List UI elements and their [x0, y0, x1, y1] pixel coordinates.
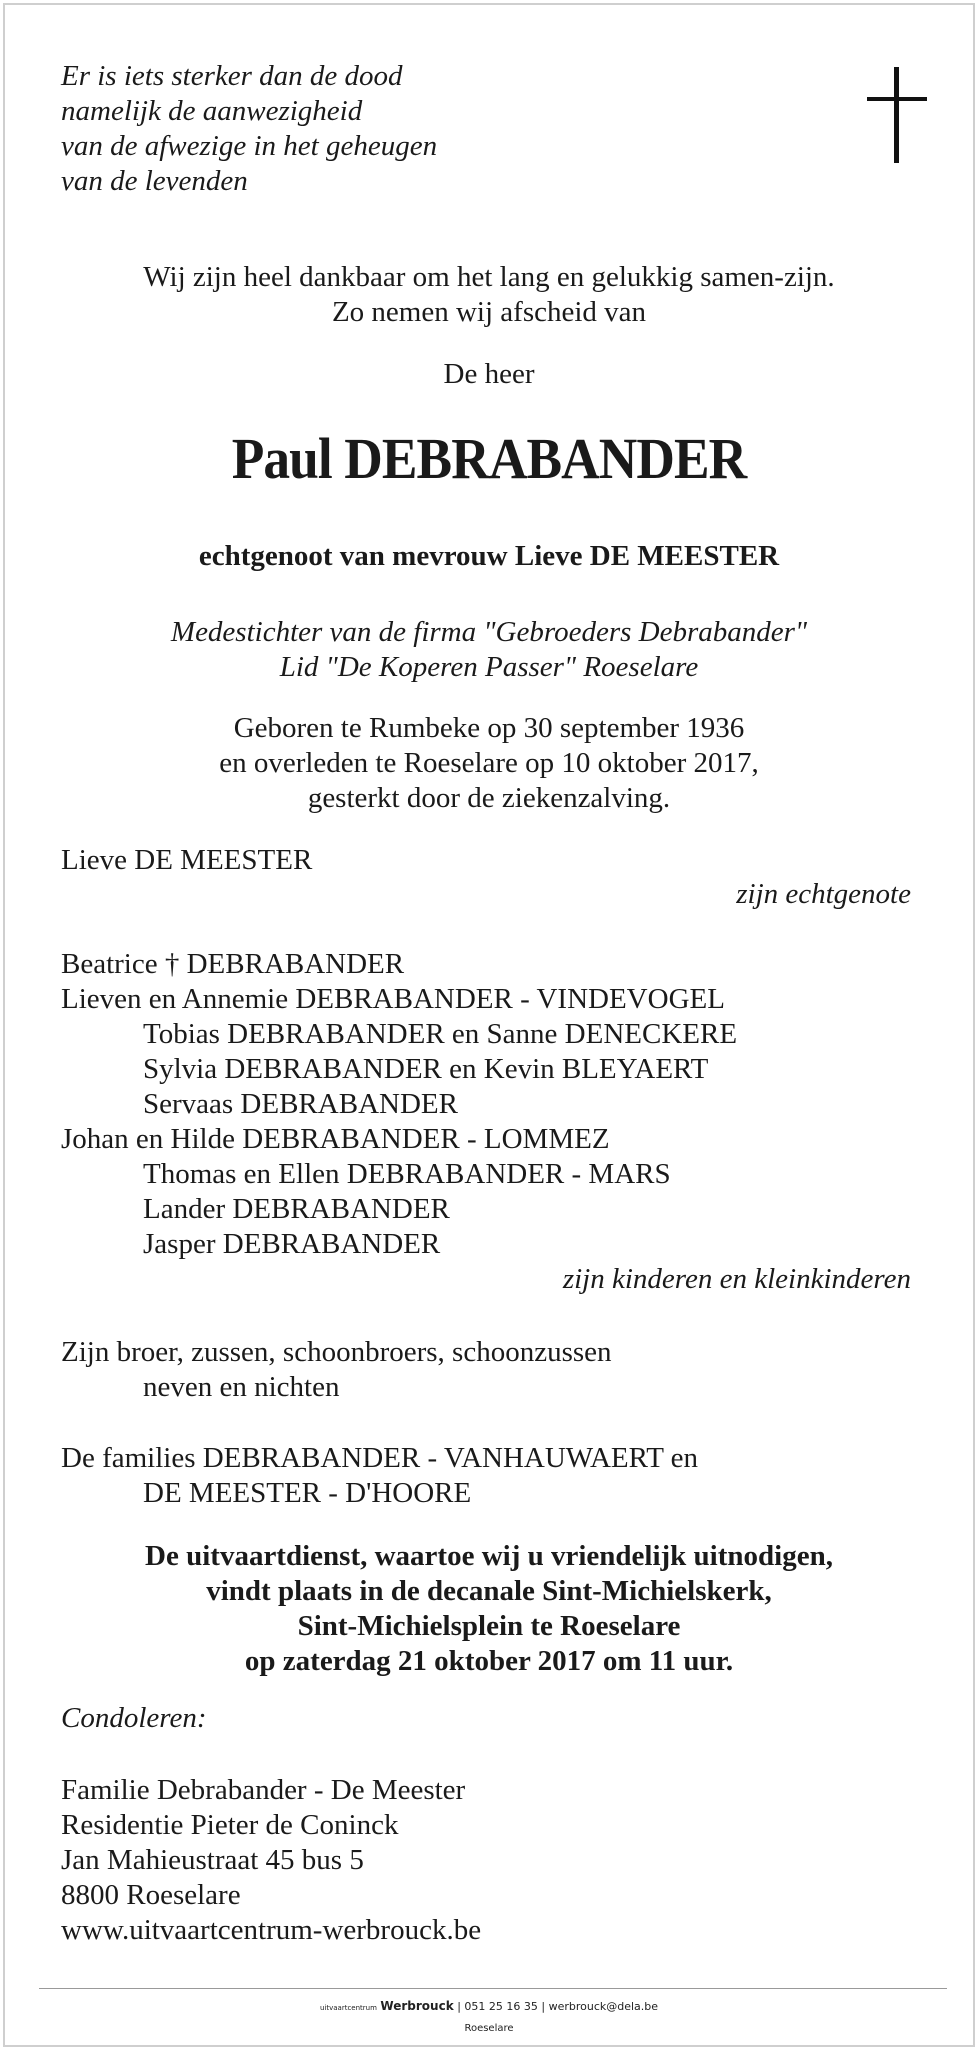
footer-brand: Werbrouck — [380, 1999, 454, 2013]
spouse-name: Lieve DE MEESTER — [61, 844, 313, 876]
intro-line: Zo nemen wij afscheid van — [331, 296, 647, 328]
family-line: Sylvia DEBRABANDER en Kevin BLEYAERT — [143, 1053, 709, 1085]
footer-divider — [39, 1988, 947, 1989]
relatives-line: Zijn broer, zussen, schoonbroers, schoonzussen — [61, 1336, 612, 1368]
intro-line: Wij zijn heel dankbaar om het lang en gelukkig samen-zijn. — [143, 261, 835, 293]
family-line: Lander DEBRABANDER — [143, 1193, 450, 1225]
service-line: De uitvaartdienst, waartoe wij u vriendelijk uitnodigen, — [145, 1540, 833, 1572]
footer-brand-small: uitvaartcentrum — [319, 2004, 377, 2012]
family-line: Thomas en Ellen DEBRABANDER - MARS — [143, 1158, 671, 1190]
obituary-card — [3, 3, 975, 2047]
families-line: De families DEBRABANDER - VANHAUWAERT en — [61, 1442, 699, 1474]
family-line: Beatrice † DEBRABANDER — [61, 948, 405, 980]
families-line: DE MEESTER - D'HOORE — [143, 1477, 472, 1509]
role-line: Medestichter van de firma "Gebroeders Debrabander" — [170, 616, 808, 648]
role-line: Lid "De Koperen Passer" Roeselare — [279, 651, 699, 683]
service-info — [5, 1539, 973, 1679]
poem-line: van de levenden — [61, 165, 248, 197]
poem — [61, 59, 437, 199]
relatives-line: neven en nichten — [143, 1371, 340, 1403]
address-line: Familie Debrabander - De Meester — [61, 1774, 466, 1806]
family-line: Johan en Hilde DEBRABANDER - LOMMEZ — [61, 1123, 610, 1155]
address-line: Jan Mahieustraat 45 bus 5 — [61, 1844, 364, 1876]
spouse-relation: zijn echtgenote — [736, 878, 911, 910]
condolences-label: Condoleren: — [61, 1702, 207, 1734]
service-line: vindt plaats in de decanale Sint-Michielskerk, — [206, 1575, 772, 1607]
intro — [5, 260, 973, 330]
address-line: 8800 Roeselare — [61, 1879, 241, 1911]
life-line: en overleden te Roeselare op 10 oktober 2017, — [219, 747, 759, 779]
footer-city: Roeselare — [464, 2023, 514, 2034]
relatives — [61, 1335, 612, 1405]
family-line: Jasper DEBRABANDER — [143, 1228, 441, 1260]
service-line: op zaterdag 21 oktober 2017 om 11 uur. — [244, 1645, 734, 1677]
title-prefix: De heer — [443, 358, 535, 390]
poem-line: Er is iets sterker dan de dood — [61, 60, 403, 92]
poem-line: namelijk de aanwezigheid — [61, 95, 363, 127]
footer — [5, 1999, 973, 2034]
life-line: gesterkt door de ziekenzalving. — [307, 782, 671, 814]
children-list — [61, 947, 737, 1262]
children-relation: zijn kinderen en kleinkinderen — [562, 1263, 911, 1295]
condolences-address — [61, 1773, 481, 1948]
family-line: Tobias DEBRABANDER en Sanne DENECKERE — [143, 1018, 738, 1050]
website-link[interactable]: www.uitvaartcentrum-werbrouck.be — [61, 1914, 482, 1946]
footer-contact: | 051 25 16 35 | werbrouck@dela.be — [457, 2000, 659, 2013]
spouse-line: echtgenoot van mevrouw Lieve DE MEESTER — [198, 540, 780, 572]
life-line: Geboren te Rumbeke op 30 september 1936 — [233, 712, 745, 744]
poem-line: van de afwezige in het geheugen — [61, 130, 438, 162]
families — [61, 1441, 698, 1511]
family-line: Servaas DEBRABANDER — [143, 1088, 458, 1120]
service-line: Sint-Michielsplein te Roeselare — [297, 1610, 681, 1642]
address-line: Residentie Pieter de Coninck — [61, 1809, 399, 1841]
deceased-name-wrap — [5, 425, 973, 492]
cross-icon — [867, 67, 927, 163]
roles — [5, 615, 973, 685]
life-dates — [5, 711, 973, 816]
family-line: Lieven en Annemie DEBRABANDER - VINDEVOGEL — [61, 983, 725, 1015]
deceased-name: Paul DEBRABANDER — [231, 426, 747, 491]
